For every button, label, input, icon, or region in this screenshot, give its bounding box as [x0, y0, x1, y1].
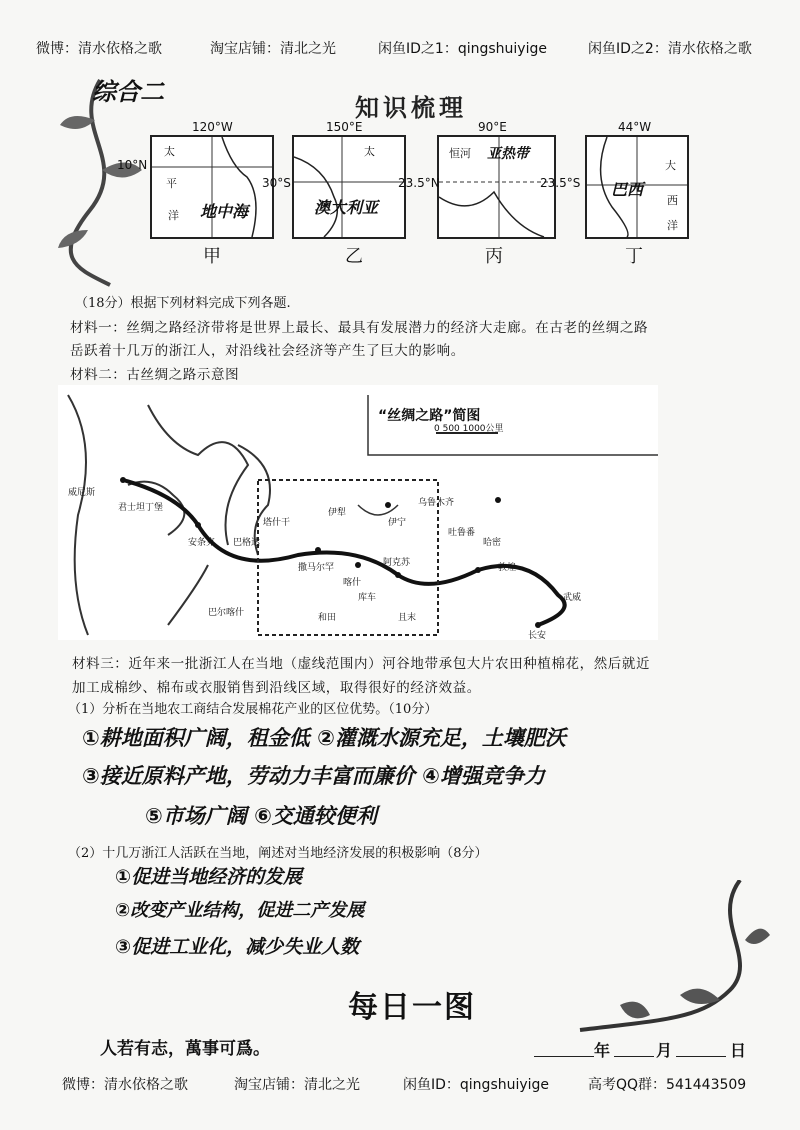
- map-jia: [150, 135, 274, 239]
- map-bing-note: 亚热带: [487, 146, 529, 162]
- city-label: 威尼斯: [68, 488, 96, 498]
- daily-motto: 人若有志，萬事可爲。: [100, 1039, 270, 1059]
- city-label: 和田: [318, 613, 337, 623]
- map-yi-grid-icon: [294, 137, 404, 237]
- city-label: 且末: [398, 613, 417, 623]
- map-jia-char-1: 太: [164, 145, 175, 158]
- city-label: 伊宁: [388, 518, 407, 528]
- city-label: 库车: [358, 593, 377, 603]
- knowledge-title: 知识梳理: [355, 94, 467, 122]
- city-label: 长安: [528, 631, 547, 641]
- city-label: 塔什干: [263, 518, 291, 528]
- city-label: 敦煌: [498, 563, 517, 573]
- map-jia-lat: 10°N: [117, 158, 148, 172]
- map-ding-char-1: 大: [665, 159, 676, 172]
- map-yi: [292, 135, 406, 239]
- map-jia-char-3: 洋: [168, 209, 179, 222]
- section-handwritten: 综合二: [92, 78, 164, 106]
- material3-line2: 加工成棉纱、棉布或衣服销售到沿线区域，取得很好的经济效益。: [72, 680, 481, 696]
- city-label: 哈密: [483, 538, 502, 548]
- vine-decoration-right-icon: [560, 880, 770, 1050]
- footer-weibo: 微博：清水依格之歌: [62, 1077, 188, 1093]
- answer1-line3: ⑤市场广阔 ⑥交通较便利: [145, 804, 377, 828]
- map-ding-note: 巴西: [611, 180, 644, 199]
- date-month-line: [614, 1056, 654, 1057]
- footer-taobao: 淘宝店铺：清北之光: [234, 1077, 360, 1093]
- map-ding: [585, 135, 689, 239]
- city-label: 武威: [563, 593, 582, 603]
- city-label: 阿克苏: [383, 558, 411, 568]
- city-label: 巴尔喀什: [208, 608, 245, 618]
- date-month-label: 月: [656, 1041, 673, 1060]
- map-ding-lat: 23.5°S: [540, 176, 581, 190]
- city-label: 君士坦丁堡: [118, 503, 164, 513]
- silk-road-map-title: “丝绸之路”简图: [378, 408, 481, 424]
- answer1-line2: ③接近原料产地，劳动力丰富而廉价 ④增强竞争力: [82, 764, 545, 788]
- material2-label: 材料二：古丝绸之路示意图: [70, 367, 240, 383]
- material1-line1: 材料一：丝绸之路经济带将是世界上最长、最具有发展潜力的经济大走廊。在古老的丝绸之路: [70, 320, 649, 336]
- subquestion-1: （1）分析在当地农工商结合发展棉花产业的区位优势。（10分）: [68, 702, 438, 717]
- map-ding-char-3: 洋: [667, 219, 678, 232]
- map-bing-caption: 丙: [485, 246, 503, 267]
- map-jia-caption: 甲: [203, 246, 221, 267]
- city-label: 撒马尔罕: [298, 563, 335, 573]
- silk-road-map: [58, 385, 658, 640]
- date-day-label: 日: [730, 1041, 747, 1060]
- map-bing-lat: 23.5°N: [398, 176, 440, 190]
- date-day-line: [676, 1056, 726, 1057]
- map-yi-caption: 乙: [345, 246, 363, 267]
- city-label: 喀什: [343, 578, 362, 588]
- city-label: 乌鲁木齐: [418, 498, 455, 508]
- map-bing-char-1: 恒河: [449, 147, 471, 160]
- city-label: 伊犁: [328, 508, 347, 518]
- map-bing: [437, 135, 556, 239]
- daily-title: 每日一图: [348, 990, 476, 1025]
- footer-qq: 高考QQ群：541443509: [588, 1077, 747, 1093]
- silk-road-map-scale: 0 500 1000公里: [434, 424, 504, 434]
- map-jia-lon: 120°W: [192, 120, 233, 134]
- question-intro: （18分）根据下列材料完成下列各题.: [75, 296, 291, 311]
- map-ding-char-2: 西: [667, 194, 678, 207]
- header-taobao: 淘宝店铺：清北之光: [210, 41, 336, 57]
- footer-xianyu: 闲鱼ID：qingshuiyige: [403, 1077, 550, 1093]
- header-xianyu2: 闲鱼ID之2：清水依格之歌: [588, 41, 752, 57]
- date-year-label: 年: [594, 1041, 611, 1060]
- city-label: 安条克: [188, 538, 216, 548]
- map-yi-note: 澳大利亚: [314, 198, 379, 217]
- city-label: 巴格达: [233, 538, 261, 548]
- answer1-line1: ①耕地面积广阔，租金低 ②灌溉水源充足，土壤肥沃: [82, 726, 566, 750]
- answer2-line2: ②改变产业结构，促进二产发展: [115, 900, 365, 921]
- map-bing-lon: 90°E: [478, 120, 507, 134]
- answer2-line1: ①促进当地经济的发展: [115, 866, 303, 888]
- map-yi-char-1: 太: [364, 145, 375, 158]
- map-jia-char-2: 平: [166, 177, 177, 190]
- subquestion-2: （2）十几万浙江人活跃在当地，阐述对当地经济发展的积极影响（8分）: [68, 846, 488, 861]
- map-ding-caption: 丁: [625, 246, 643, 267]
- material3-line1: 材料三：近年来一批浙江人在当地（虚线范围内）河谷地带承包大片农田种植棉花，然后就近: [72, 656, 651, 672]
- map-jia-note: 地中海: [200, 202, 249, 221]
- city-label: 吐鲁番: [448, 528, 476, 538]
- map-ding-lon: 44°W: [618, 120, 652, 134]
- header-weibo: 微博：清水依格之歌: [36, 41, 162, 57]
- map-yi-lon: 150°E: [326, 120, 363, 134]
- date-year-line: [534, 1056, 594, 1057]
- map-yi-lat: 30°S: [262, 176, 291, 190]
- material1-line2: 岳跃着十几万的浙江人，对沿线社会经济等产生了巨大的影响。: [70, 343, 465, 359]
- answer2-line3: ③促进工业化，减少失业人数: [115, 936, 360, 958]
- header-xianyu1: 闲鱼ID之1：qingshuiyige: [378, 41, 547, 57]
